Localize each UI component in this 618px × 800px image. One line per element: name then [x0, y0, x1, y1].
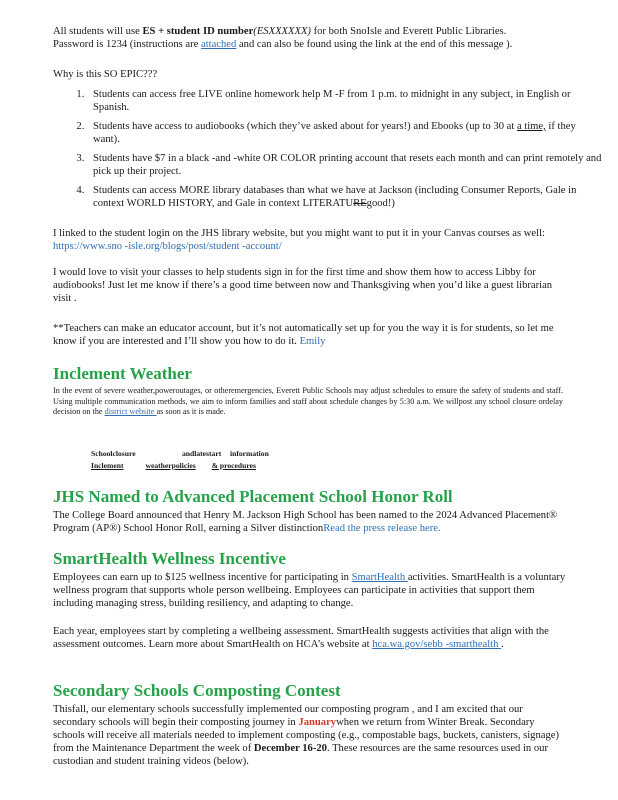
list-item: 2. Students have access to audiobooks (which they’ve asked about for years!) and Ebooks (up to 30 at a time, if they want).	[87, 120, 602, 146]
visit-paragraph: I would love to visit your classes to help students sign in for the first time and show them how to access Libby for audiobooks! Just let me know if there’s a good time between now and Thanksgiving when you’d like a guest librarian visit .	[53, 267, 553, 304]
weather-policies-link[interactable]: Inclement weatherpolicies & procedures	[91, 461, 256, 470]
teachers-paragraph: **Teachers can make an educator account, but it’s not automatically set up for you the way it is for students, so let me know if you are interested and I’ll show you how to do it. Emily	[53, 323, 554, 347]
benefits-list	[53, 88, 602, 216]
district-website-link[interactable]: district website	[104, 407, 157, 416]
intro-text: All students will use	[53, 26, 143, 37]
intro-text-2: for both SnoIsle and Everett Public Libraries.	[310, 26, 507, 37]
intro-password-end: and can also be found using the link at the end of this message ).	[236, 39, 513, 50]
attached-link[interactable]: attached	[201, 39, 237, 50]
smarthealth-paragraph-1: Employees can earn up to $125 wellness incentive for participating in SmartHealth activities. SmartHealth is a voluntary wellness program that supports whole person wellbeing. Employees can participate in activities that support them including managing stress, building resiliency, and adapting to change.	[53, 572, 566, 609]
press-release-link[interactable]: Read the press release here.	[323, 523, 441, 534]
intro-id-format: ES + student ID number	[142, 26, 254, 37]
smarthealth-link[interactable]: SmartHealth	[351, 572, 408, 583]
signature-name: Emily	[299, 336, 326, 347]
weather-paragraph: In the event of severe weather,poweroutages, or otheremergencies, Everett Public Schools may adjust schedules to ensure the safety of students and staff. Using multiple communication methods, we aim to inform families and staff about schedule changes by 5:30 a.m. We willpost any school closure ordelay decision on the district website as soon as it is made.	[53, 386, 563, 416]
list-item: 1. Students can access free LIVE online homework help M -F from 1 p.m. to midnight in any subject, in English or Spanish.	[87, 88, 602, 114]
intro-password: Password is 1234 (instructions are	[53, 39, 202, 50]
why-line: Why is this SO EPIC???	[53, 69, 158, 80]
smarthealth-heading: SmartHealth Wellness Incentive	[53, 549, 286, 568]
list-item: 4. Students can access MORE library databases than what we have at Jackson (including Consumer Reports, Gale in context WORLD HISTORY, and Gale in context LITERATUREgood!)	[87, 184, 602, 210]
list-item: 3. Students have $7 in a black -and -white OR COLOR printing account that resets each month and can print remotely and pick up their project.	[87, 152, 602, 178]
intro-paragraph	[53, 25, 568, 51]
hca-link[interactable]: hca.wa.gov/sebb -smarthealth	[372, 639, 502, 650]
december-dates: December 16-20	[253, 743, 327, 754]
honor-roll-heading: JHS Named to Advanced Placement School Honor Roll	[53, 487, 453, 506]
table-cell: Schoolclosure	[91, 449, 136, 458]
composting-heading: Secondary Schools Composting Contest	[53, 681, 341, 700]
intro-id-example: (ESXXXXXX)	[253, 26, 311, 37]
smarthealth-paragraph-2: Each year, employees start by completing a wellbeing assessment. SmartHealth suggests activities that align with the assessment outcomes. Learn more about SmartHealth on HCA’s website at hca.wa.gov/sebb -smarthealth .	[53, 626, 549, 650]
january-highlight: January	[298, 717, 337, 728]
student-account-link[interactable]: https://www.sno -isle.org/blogs/post/student -account/	[53, 241, 282, 252]
honor-paragraph: The College Board announced that Henry M. Jackson High School has been named to the 2024 Advanced Placement® Program (AP®) School Honor Roll, earning a Silver distinctionRead the press release here.	[53, 510, 558, 534]
linked-paragraph: I linked to the student login on the JHS library website, but you might want to put it in your Canvas courses as well: https://www.sno -isle.org/blogs/post/student -account/	[53, 228, 545, 252]
inclement-weather-heading: Inclement Weather	[53, 364, 192, 383]
composting-paragraph: Thisfall, our elementary schools successfully implemented our composting program , and I am excited that our secondary schools will begin their composting journey in Januarywhen we return from Winter Break. Secondary schools will receive all materials needed to implement composting (e.g., compostable bags, buckets, canisters, signage) from the Maintenance Department the week of December 16-20. These resources are the same resources used in our custodian and student training videos (below).	[53, 704, 560, 767]
table-cell: information	[230, 449, 269, 458]
table-cell: andlatestart	[182, 449, 222, 458]
